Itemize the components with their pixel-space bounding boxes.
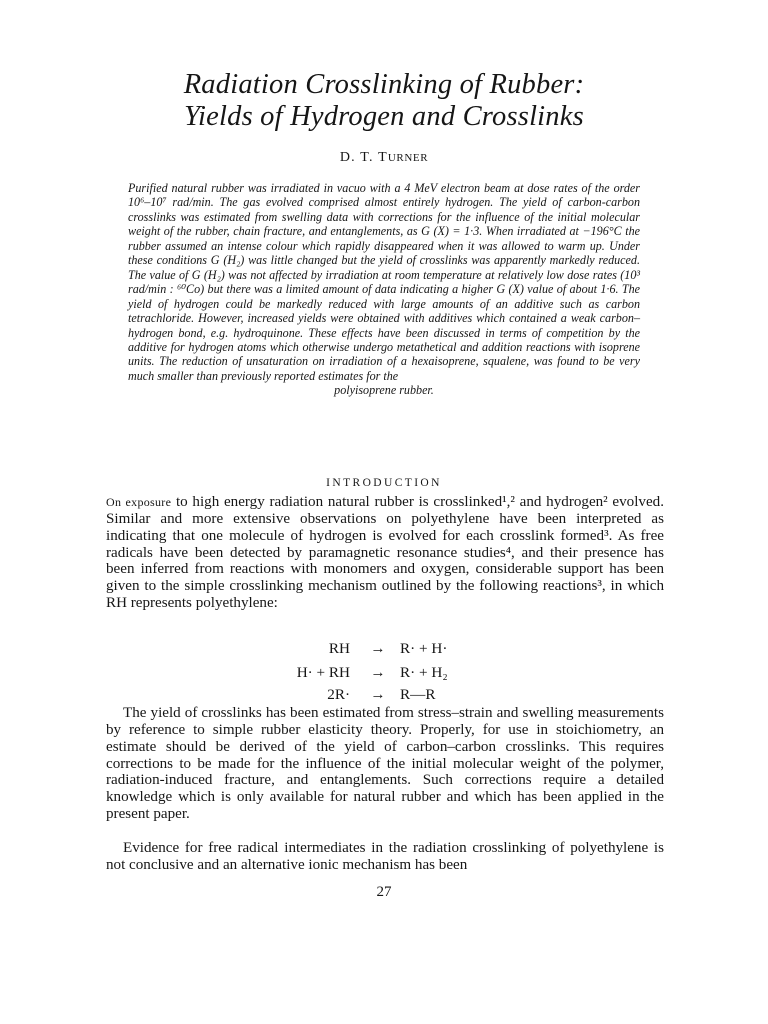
author-initials: D. T. T xyxy=(339,150,388,165)
intro-paragraph-1-lead: On exposure xyxy=(106,495,172,509)
equation-1-rhs: R· + H· xyxy=(400,640,448,657)
equation-3-lhs: 2R· xyxy=(327,686,350,703)
section-heading-introduction: INTRODUCTION xyxy=(326,477,442,489)
equation-1-arrow-icon: → xyxy=(370,640,386,657)
equation-3-arrow-icon: → xyxy=(370,686,386,703)
paper-title-line-1: Radiation Crosslinking of Rubber: xyxy=(183,69,585,100)
equation-2-rhs: R· + H₂ xyxy=(400,664,448,681)
abstract-text: Purified natural rubber was irradiated in vacuo with a 4 MeV electron beam at dose rates of the order 10⁶–10⁷ rad/min. The gas evolved comprised almost entirely hydrogen. The yield of carbon-carbon crosslinks was estimated from swelling data with corrections for the influence of the initial molecular weight of the rubber, chain fracture, and entanglements, as G (X) = 1·3. When irradiated at −196°C the rubber assumed an intense colour which rapidly disappeared when it was allowed to warm up. Under these conditions G (H₂) was little changed but the yield of crosslinks was apparently markedly reduced. The value of G (H₂) was not affected by irradiation at room temperature at relatively low dose rates (10³ rad/min : ⁶⁰Co) but there was a limited amount of data indicating a higher G (X) value of about 1·6. The yield of hydrogen could be markedly reduced with large amounts of an additive such as carbon tetrachloride. However, increased yields were obtained with additives which contained a weak carbon–hydrogen bond, e.g. hydroquinone. These effects have been discussed in terms of competition by the additive for hydrogen atoms which otherwise undergo metathetical and addition reactions with isoprene units. The reduction of unsaturation on irradiation of a hexaisoprene, squalene, was found to be very much smaller than previously reported estimates for the xyxy=(128,181,640,383)
intro-paragraph-2: The yield of crosslinks has been estimated from stress–strain and swelling measurements by reference to simple rubber elasticity theory. Properly, for use in stoichiometry, an estimate should be derived of the yield of carbon–carbon crosslinks. This requires corrections to be made for the influence of the initial molecular weight of the polymer, radiation-induced fracture, and entanglements. Such corrections require a detailed knowledge which is only available for natural rubber and which has been applied in the present paper. xyxy=(106,705,664,823)
intro-paragraph-1 xyxy=(106,494,664,612)
author-surname-rest: URNER xyxy=(387,152,429,164)
abstract-last-line: polyisoprene rubber. xyxy=(334,383,434,398)
author-name xyxy=(0,150,768,166)
equation-1-lhs: RH xyxy=(328,640,350,657)
abstract xyxy=(128,181,640,398)
intro-paragraph-3: Evidence for free radical intermediates in the radiation crosslinking of polyethylene is not conclusive and an alternative ionic mechanism has been xyxy=(106,840,664,873)
paper-title-line-2: Yields of Hydrogen and Crosslinks xyxy=(184,101,584,132)
equation-2-lhs: H· + RH xyxy=(296,664,350,681)
equation-2-arrow-icon: → xyxy=(370,664,386,681)
intro-paragraph-1-text: to high energy radiation natural rubber is crosslinked¹,² and hydrogen² evolved. Similar and more extensive observations on polyethylene have been interpreted as indicating that one molecule of hydrogen is evolved for each crosslink formed³. As free radicals have been detected by paramagnetic resonance studies⁴, and their presence has been inferred from reactions with monomers and oxygen, considerable support has been given to the simple crosslinking mechanism outlined by the following reactions³, in which RH represents polyethylene: xyxy=(106,494,664,612)
equation-3-rhs: R—R xyxy=(400,686,436,703)
page-number: 27 xyxy=(376,884,392,900)
